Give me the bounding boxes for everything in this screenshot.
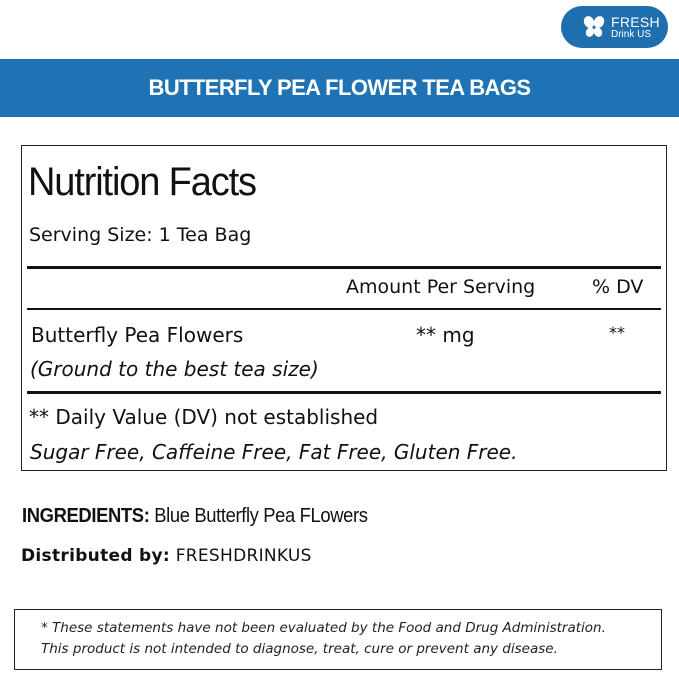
serving-size: Serving Size: 1 Tea Bag <box>29 224 252 246</box>
nutrient-amount: ** mg <box>416 323 475 347</box>
dv-note: ** Daily Value (DV) not established <box>29 405 379 429</box>
amount-header: Amount Per Serving <box>346 276 536 298</box>
ingredients-label: INGREDIENTS: <box>22 505 150 527</box>
divider-thick <box>27 266 661 269</box>
brand-logo <box>561 6 668 48</box>
divider-thin <box>27 308 661 310</box>
nutrient-dv: ** <box>609 323 625 342</box>
ingredients-value: Blue Butterfly Pea FLowers <box>154 505 368 527</box>
distributor-line <box>21 546 312 566</box>
butterfly-icon <box>583 15 605 39</box>
logo-line-2: Drink US <box>611 28 652 40</box>
distributor-value: FRESHDRINKUS <box>175 546 312 566</box>
distributor-label: Distributed by: <box>21 546 170 566</box>
dv-header: % DV <box>592 276 644 298</box>
nutrient-name: Butterfly Pea Flowers <box>31 323 244 347</box>
divider-thick-bottom <box>27 391 661 394</box>
nutrient-subtitle: (Ground to the best tea size) <box>30 357 319 381</box>
fda-disclaimer-box <box>14 609 662 670</box>
product-title: BUTTERFLY PEA FLOWER TEA BAGS <box>148 75 531 100</box>
nutrition-facts-panel <box>21 145 667 471</box>
disclaimer-line-2: This product is not intended to diagnose, treat, cure or prevent any disease. <box>41 641 558 657</box>
free-claims: Sugar Free, Caffeine Free, Fat Free, Gluten Free. <box>30 440 518 464</box>
logo-line-1: FRESH <box>611 13 660 30</box>
title-banner <box>0 59 679 117</box>
ingredients-line <box>22 505 368 528</box>
disclaimer-line-1: * These statements have not been evaluated by the Food and Drug Administration. <box>41 620 606 636</box>
nutrition-facts-title: Nutrition Facts <box>28 160 256 204</box>
